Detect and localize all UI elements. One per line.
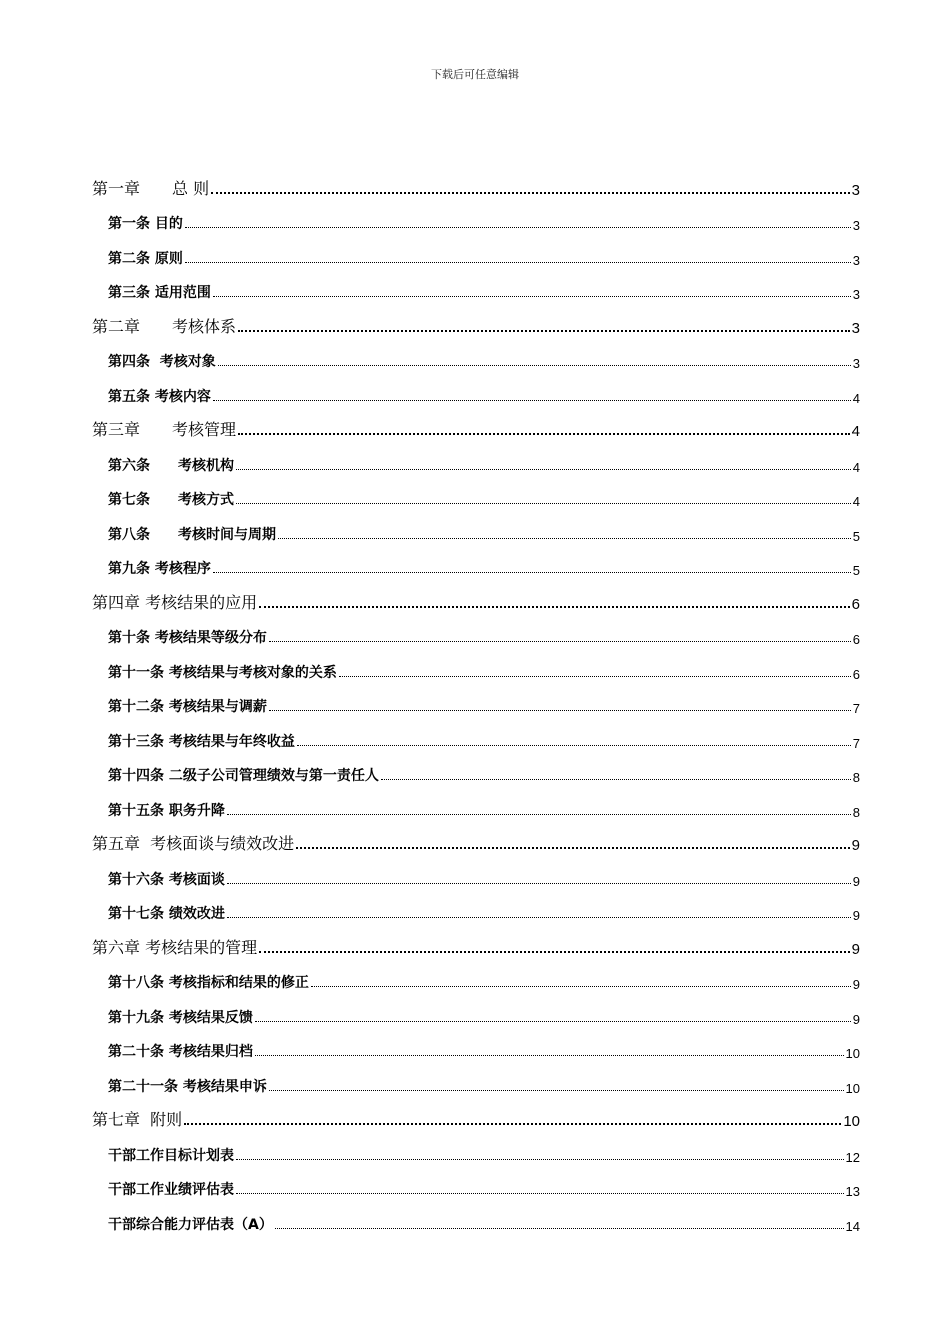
toc-chapter-entry[interactable]: [92, 1096, 860, 1131]
toc-entry-label: 第七条 考核方式: [108, 492, 234, 508]
dot-leader: [236, 503, 851, 504]
dot-leader: [213, 572, 851, 573]
toc-article-entry[interactable]: [92, 509, 860, 544]
toc-article-entry[interactable]: [92, 1061, 860, 1096]
toc-page-number: 6: [852, 666, 860, 682]
toc-page-number: 9: [852, 873, 860, 889]
toc-entry-label: 第十六条 考核面谈: [108, 871, 225, 888]
toc-entry-label: 第六条 考核机构: [108, 457, 234, 474]
toc-chapter-entry[interactable]: [92, 578, 860, 613]
toc-entry-label: 第十二条 考核结果与调薪: [108, 699, 267, 715]
dot-leader: [381, 779, 851, 780]
toc-entry-label: 第一条 目的: [108, 216, 183, 232]
toc-page-number: 4: [852, 494, 860, 509]
toc-entry-label: 第十条 考核结果等级分布: [108, 630, 267, 646]
toc-entry-label: 第二条 原则: [108, 250, 183, 267]
dot-leader: [184, 1123, 841, 1125]
toc-entry-label: 第七章 附则: [92, 1110, 183, 1129]
toc-chapter-entry[interactable]: [92, 923, 860, 958]
toc-page-number: 13: [845, 1184, 860, 1199]
dot-leader: [218, 365, 851, 366]
dot-leader: [236, 1159, 844, 1160]
toc-article-entry[interactable]: [92, 682, 860, 717]
toc-entry-label: 干部综合能力评估表（A）: [108, 1216, 273, 1233]
toc-article-entry[interactable]: [92, 233, 860, 268]
toc-entry-label: 第二十条 考核结果归档: [108, 1044, 253, 1060]
dot-leader: [269, 710, 851, 711]
toc-article-entry[interactable]: [92, 716, 860, 751]
toc-entry-label: 第九条 考核程序: [108, 561, 211, 577]
toc-entry-label: 第三章 考核管理: [92, 420, 237, 439]
table-of-contents: [92, 164, 860, 1234]
toc-page-number: 9: [852, 908, 860, 923]
dot-leader: [213, 296, 851, 297]
toc-page-number: 9: [852, 1011, 860, 1027]
dot-leader: [269, 1090, 844, 1091]
dot-leader: [339, 676, 851, 677]
dot-leader: [211, 192, 850, 194]
dot-leader: [227, 917, 851, 918]
toc-page-number: 3: [852, 252, 860, 268]
toc-page-number: 8: [852, 770, 860, 785]
toc-entry-label: 第十九条 考核结果反馈: [108, 1009, 253, 1026]
dot-leader: [269, 641, 851, 642]
toc-page-number: 4: [851, 423, 860, 440]
toc-page-number: 7: [852, 701, 860, 716]
toc-article-entry[interactable]: [92, 785, 860, 820]
toc-entry-label: 干部工作目标计划表: [108, 1147, 234, 1164]
dot-leader: [238, 330, 850, 332]
toc-article-entry[interactable]: [92, 992, 860, 1027]
dot-leader: [255, 1021, 851, 1022]
page-header: 下载后可任意编辑: [431, 68, 519, 81]
toc-page-number: 9: [851, 940, 860, 958]
dot-leader: [296, 847, 849, 849]
dot-leader: [238, 433, 850, 435]
dot-leader: [255, 1055, 844, 1056]
toc-article-entry[interactable]: [92, 854, 860, 889]
toc-page-number: 10: [845, 1046, 860, 1061]
dot-leader: [259, 606, 850, 608]
toc-entry-label: 第八条 考核时间与周期: [108, 526, 276, 543]
toc-page-number: 9: [851, 837, 860, 854]
toc-chapter-entry[interactable]: [92, 820, 860, 855]
toc-page-number: 4: [852, 390, 860, 406]
toc-page-number: 3: [851, 181, 860, 199]
dot-leader: [311, 986, 851, 987]
toc-page-number: 5: [852, 528, 860, 544]
dot-leader: [297, 745, 851, 746]
toc-page-number: 6: [852, 632, 860, 647]
toc-entry-label: 第二章 考核体系: [92, 316, 237, 336]
toc-article-entry[interactable]: [92, 647, 860, 682]
toc-article-entry[interactable]: [92, 958, 860, 993]
dot-leader: [185, 262, 851, 263]
toc-entry-label: 第十三条 考核结果与年终收益: [108, 733, 295, 750]
toc-article-entry[interactable]: [92, 1199, 860, 1234]
dot-leader: [227, 883, 851, 884]
toc-chapter-entry[interactable]: [92, 406, 860, 441]
toc-article-entry[interactable]: [92, 1165, 860, 1200]
toc-entry-label: 第十七条 绩效改进: [108, 906, 225, 922]
toc-entry-label: 第四章 考核结果的应用: [92, 592, 258, 612]
toc-entry-label: 第十一条 考核结果与考核对象的关系: [108, 664, 337, 681]
toc-entry-label: 第一章 总 则: [92, 178, 210, 198]
toc-article-entry[interactable]: [92, 268, 860, 303]
toc-page-number: 4: [852, 459, 860, 475]
toc-entry-label: 第三条 适用范围: [108, 285, 211, 301]
dot-leader: [278, 538, 851, 539]
toc-page-number: 6: [851, 595, 860, 613]
toc-page-number: 5: [852, 563, 860, 578]
toc-page-number: 3: [852, 356, 860, 371]
dot-leader: [185, 227, 851, 228]
toc-article-entry[interactable]: [92, 751, 860, 786]
toc-entry-label: 第五章 考核面谈与绩效改进: [92, 834, 295, 853]
toc-entry-label: 第十四条 二级子公司管理绩效与第一责任人: [108, 768, 379, 784]
toc-page-number: 12: [845, 1149, 860, 1165]
toc-article-entry[interactable]: [92, 199, 860, 234]
toc-page-number: 3: [852, 218, 860, 233]
dot-leader: [236, 1193, 844, 1194]
toc-entry-label: 第四条 考核对象: [108, 354, 216, 370]
toc-article-entry[interactable]: [92, 613, 860, 648]
toc-article-entry[interactable]: [92, 337, 860, 372]
toc-chapter-entry[interactable]: [92, 302, 860, 337]
dot-leader: [213, 400, 851, 401]
dot-leader: [236, 469, 851, 470]
toc-article-entry[interactable]: [92, 1027, 860, 1062]
toc-article-entry[interactable]: [92, 1130, 860, 1165]
dot-leader: [275, 1228, 844, 1229]
toc-page-number: 8: [852, 804, 860, 820]
toc-article-entry[interactable]: [92, 371, 860, 406]
toc-entry-label: 第十五条 职务升降: [108, 802, 225, 819]
dot-leader: [259, 951, 850, 953]
toc-page-number: 3: [852, 287, 860, 302]
toc-entry-label: 干部工作业绩评估表: [108, 1182, 234, 1198]
toc-entry-label: 第六章 考核结果的管理: [92, 937, 258, 957]
toc-entry-label: 第五条 考核内容: [108, 388, 211, 405]
toc-entry-label: 第二十一条 考核结果申诉: [108, 1078, 267, 1095]
toc-chapter-entry[interactable]: [92, 164, 860, 199]
toc-article-entry[interactable]: [92, 440, 860, 475]
toc-page-number: 14: [845, 1218, 860, 1234]
toc-article-entry[interactable]: [92, 544, 860, 579]
toc-article-entry[interactable]: [92, 889, 860, 924]
dot-leader: [227, 814, 851, 815]
toc-page-number: 10: [843, 1113, 860, 1130]
toc-page-number: 10: [845, 1080, 860, 1096]
toc-page-number: 7: [852, 735, 860, 751]
toc-page-number: 9: [852, 977, 860, 992]
toc-entry-label: 第十八条 考核指标和结果的修正: [108, 975, 309, 991]
toc-article-entry[interactable]: [92, 475, 860, 510]
toc-page-number: 3: [851, 319, 860, 337]
